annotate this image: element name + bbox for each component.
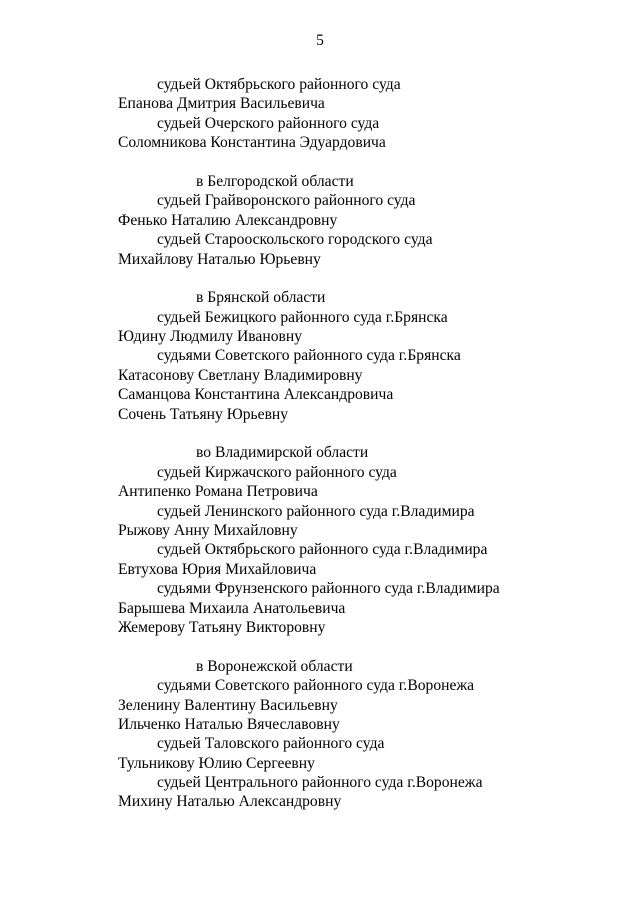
court-line: судьями Советского районного суда г.Брянска bbox=[157, 347, 461, 365]
court-line: судьей Ленинского районного суда г.Владимира bbox=[157, 502, 475, 520]
judge-name: Епанова Дмитрия Васильевича bbox=[118, 95, 325, 113]
region-heading: в Воронежской области bbox=[196, 657, 353, 675]
judge-name: Фенько Наталию Александровну bbox=[118, 211, 338, 229]
region-section bbox=[0, 443, 640, 637]
region-section bbox=[0, 172, 640, 269]
judge-name: Рыжову Анну Михайловну bbox=[118, 521, 298, 539]
judge-name: Жемерову Татьяну Викторовну bbox=[118, 618, 326, 636]
appointment-list bbox=[0, 75, 640, 812]
court-line: судьей Октябрьского районного суда bbox=[157, 76, 401, 93]
section-gap bbox=[0, 269, 640, 288]
court-line: судьей Старооскольского городского суда bbox=[157, 231, 433, 249]
region-heading: в Брянской области bbox=[196, 289, 326, 307]
court-line: судьями Фрунзенского районного суда г.Владимира bbox=[157, 580, 500, 598]
judge-name: Катасонову Светлану Владимировну bbox=[118, 366, 363, 384]
judge-name: Михайлову Наталью Юрьевну bbox=[118, 250, 321, 268]
court-line: судьей Очерского районного суда bbox=[157, 114, 380, 132]
court-line: судьей Грайворонского районного суда bbox=[157, 192, 416, 210]
region-heading: в Белгородской области bbox=[196, 172, 354, 190]
page-number: 5 bbox=[316, 32, 324, 49]
region-heading: во Владимирской области bbox=[196, 444, 369, 462]
region-section bbox=[0, 288, 640, 424]
judge-name: Ильченко Наталью Вячеславовну bbox=[118, 715, 340, 733]
court-line: судьей Октябрьского районного суда г.Владимира bbox=[157, 541, 488, 559]
judge-name: Тульникову Юлию Сергеевну bbox=[118, 754, 315, 772]
court-line: судьями Советского районного суда г.Воронежа bbox=[157, 677, 475, 695]
judge-name: Михину Наталью Александровну bbox=[118, 793, 342, 811]
court-line: судьей Бежицкого районного суда г.Брянска bbox=[157, 308, 448, 326]
judge-name: Барышева Михаила Анатольевича bbox=[118, 599, 346, 617]
court-line: судьей Таловского районного суда bbox=[157, 735, 385, 753]
judge-name: Соломникова Константина Эдуардовича bbox=[118, 134, 386, 152]
court-line: судьей Центрального районного суда г.Воронежа bbox=[157, 774, 483, 792]
judge-name: Сочень Татьяну Юрьевну bbox=[118, 405, 289, 423]
region-section bbox=[0, 657, 640, 812]
judge-name: Саманцова Константина Александровича bbox=[118, 386, 394, 404]
section-gap bbox=[0, 153, 640, 172]
judge-name: Евтухова Юрия Михайловича bbox=[118, 560, 317, 578]
court-line: судьей Киржачского районного суда bbox=[157, 463, 397, 481]
judge-name: Антипенко Романа Петровича bbox=[118, 483, 318, 501]
section-gap bbox=[0, 637, 640, 656]
judge-name: Юдину Людмилу Ивановну bbox=[118, 328, 303, 346]
judge-name: Зеленину Валентину Васильевну bbox=[118, 696, 338, 714]
region-section bbox=[0, 75, 640, 153]
section-gap bbox=[0, 424, 640, 443]
